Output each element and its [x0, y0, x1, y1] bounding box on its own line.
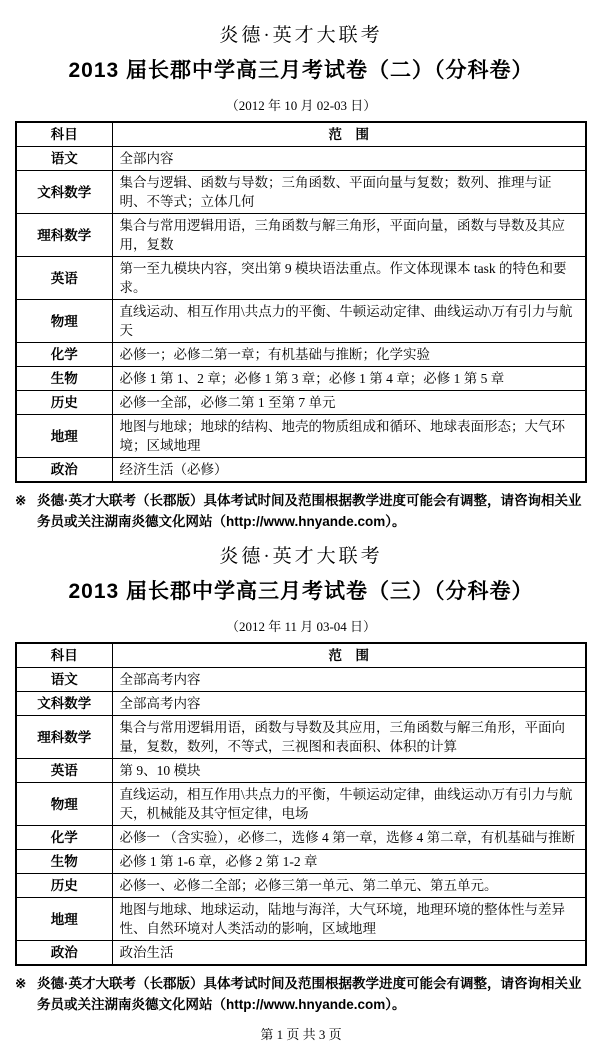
table-row: [16, 171, 586, 214]
exam-title: 2013 届长郡中学高三月考试卷（二）（分科卷）: [68, 59, 534, 82]
scope-cell: 第 9、10 模块: [112, 759, 586, 783]
adjustment-note: [15, 973, 587, 1015]
note-text: 炎德·英才大联考（长郡版）具体考试时间及范围根据教学进度可能会有调整，请咨询相关业务员或关注湖南炎德文化网站（http://www.hnyande.com）。: [37, 976, 582, 1012]
note-marker: ※: [15, 493, 27, 508]
table-row: [16, 759, 586, 783]
scope-cell: 集合与常用逻辑用语，函数与导数及其应用，三角函数与解三角形，平面向量，复数，数列，不等式，三视图和表面积、体积的计算: [112, 716, 586, 759]
subject-cell: 地理: [16, 898, 112, 941]
subject-cell: 物理: [16, 300, 112, 343]
subject-cell: 英语: [16, 257, 112, 300]
scope-cell: 必修 1 第 1、2 章；必修 1 第 3 章；必修 1 第 4 章；必修 1 第 5 章: [112, 367, 586, 391]
table-row: [16, 415, 586, 458]
schedule-table: [15, 121, 587, 483]
scope-cell: 全部高考内容: [112, 692, 586, 716]
table-row: [16, 783, 586, 826]
table-row: [16, 716, 586, 759]
scope-cell: 地图与地球；地球的结构、地壳的物质组成和循环、地球表面形态；大气环境；区域地理: [112, 415, 586, 458]
exam-date: （2012 年 11 月 03-04 日）: [225, 619, 377, 634]
subject-cell: 政治: [16, 941, 112, 966]
note-text: 炎德·英才大联考（长郡版）具体考试时间及范围根据教学进度可能会有调整，请咨询相关业务员或关注湖南炎德文化网站（http://www.hnyande.com）。: [37, 493, 582, 529]
exam-date: （2012 年 10 月 02-03 日）: [225, 98, 377, 113]
subject-cell: 生物: [16, 367, 112, 391]
table-header-row: [16, 643, 586, 668]
exam-title: 2013 届长郡中学高三月考试卷（三）（分科卷）: [68, 580, 534, 603]
note-marker: ※: [15, 976, 27, 991]
scope-cell: 直线运动、相互作用\共点力的平衡、牛顿运动定律、曲线运动\万有引力与航天: [112, 300, 586, 343]
table-row: [16, 367, 586, 391]
scope-cell: 必修一；必修二第一章；有机基础与推断；化学实验: [112, 343, 586, 367]
scope-cell: 集合与逻辑、函数与导数；三角函数、平面向量与复数；数列、推理与证明、不等式；立体几何: [112, 171, 586, 214]
subject-cell: 英语: [16, 759, 112, 783]
table-row: [16, 458, 586, 483]
header-subject: 科目: [16, 122, 112, 147]
subject-cell: 地理: [16, 415, 112, 458]
subject-cell: 文科数学: [16, 171, 112, 214]
table-row: [16, 257, 586, 300]
schedule-table: [15, 642, 587, 966]
section-exam-2: [15, 20, 587, 532]
table-header-row: [16, 122, 586, 147]
scope-cell: 政治生活: [112, 941, 586, 966]
table-row: [16, 941, 586, 966]
scope-cell: 全部内容: [112, 147, 586, 171]
table-row: [16, 668, 586, 692]
brand-title: 炎德·英才大联考: [219, 25, 383, 46]
subject-cell: 化学: [16, 343, 112, 367]
adjustment-note: [15, 490, 587, 532]
scope-cell: 必修一 （含实验），必修二，选修 4 第一章，选修 4 第二章，有机基础与推断: [112, 826, 586, 850]
table-row: [16, 391, 586, 415]
subject-cell: 生物: [16, 850, 112, 874]
scope-cell: 经济生活（必修）: [112, 458, 586, 483]
table-row: [16, 300, 586, 343]
table-row: [16, 826, 586, 850]
scope-cell: 第一至九模块内容，突出第 9 模块语法重点。作文体现课本 task 的特色和要求。: [112, 257, 586, 300]
scope-cell: 地图与地球、地球运动，陆地与海洋，大气环境，地理环境的整体性与差异性、自然环境对人类活动的影响，区域地理: [112, 898, 586, 941]
header-subject: 科目: [16, 643, 112, 668]
header-scope: 范 围: [112, 643, 586, 668]
header-scope: 范 围: [112, 122, 586, 147]
section-exam-3: [15, 541, 587, 1015]
table-row: [16, 850, 586, 874]
subject-cell: 理科数学: [16, 716, 112, 759]
subject-cell: 历史: [16, 391, 112, 415]
table-row: [16, 874, 586, 898]
subject-cell: 语文: [16, 147, 112, 171]
scope-cell: 必修一、必修二全部；必修三第一单元、第二单元、第五单元。: [112, 874, 586, 898]
subject-cell: 历史: [16, 874, 112, 898]
table-row: [16, 214, 586, 257]
subject-cell: 文科数学: [16, 692, 112, 716]
subject-cell: 政治: [16, 458, 112, 483]
table-row: [16, 343, 586, 367]
subject-cell: 语文: [16, 668, 112, 692]
scope-cell: 集合与常用逻辑用语，三角函数与解三角形，平面向量，函数与导数及其应用，复数: [112, 214, 586, 257]
scope-cell: 全部高考内容: [112, 668, 586, 692]
scope-cell: 必修 1 第 1-6 章，必修 2 第 1-2 章: [112, 850, 586, 874]
page-footer: 第 1 页 共 3 页: [260, 1027, 342, 1042]
scope-cell: 直线运动，相互作用\共点力的平衡，牛顿运动定律，曲线运动\万有引力与航天，机械能及其守恒定律，电场: [112, 783, 586, 826]
table-row: [16, 898, 586, 941]
brand-title: 炎德·英才大联考: [219, 546, 383, 567]
table-row: [16, 147, 586, 171]
scope-cell: 必修一全部，必修二第 1 至第 7 单元: [112, 391, 586, 415]
subject-cell: 理科数学: [16, 214, 112, 257]
subject-cell: 化学: [16, 826, 112, 850]
subject-cell: 物理: [16, 783, 112, 826]
table-row: [16, 692, 586, 716]
